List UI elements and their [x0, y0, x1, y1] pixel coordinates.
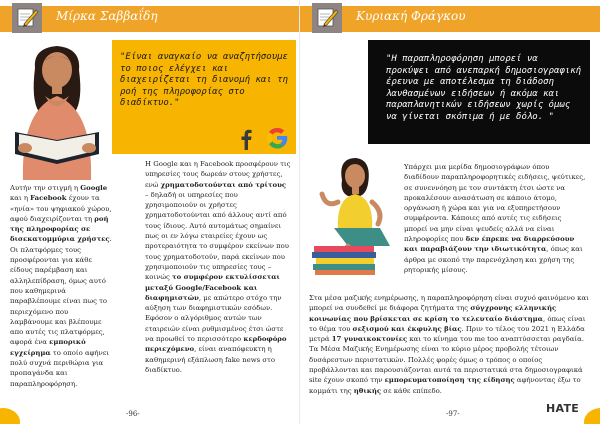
decorative-blob-left — [0, 408, 20, 424]
emphasis-text: ηθικής — [353, 386, 382, 395]
paragraph-text: Αυτήν την στιγμή η — [10, 184, 81, 192]
paragraph-text: σε κάθε επίπεδο. — [381, 386, 442, 395]
paragraph-text: και το κίνημα του me too αναπτύσσεται ραγδαία. Τα Μέσα Μαζικής Ενημέρωσης είναι το κύριο μέρος προβολής τέτοιων δυσάρεστων περιστατικών. Πολλές φορές όμως ο τρόπος ο οποίος προβάλλονται και παρουσιάζονται αυτά τα περιστατικά στα δημοσιογραφικά site έχουν σκοπό την — [309, 335, 584, 385]
woman-reading-illustration — [5, 40, 109, 180]
page-number-right: -97- — [446, 410, 460, 418]
author-name-right: Κυριακή Φράγκου — [356, 9, 466, 23]
paragraph-text: , όπως και άρθρα με σκοπό την παρενόχληση και χρήση της ρητορικής μίσους. — [404, 245, 583, 274]
quote-text-left: "Είναι αναγκαίο να αναζητήσουμε το ποιος ελέγχει και διαχειρίζεται τη διανομή και τη ροή της πληροφορίας στο διαδίκτυο." — [120, 52, 288, 109]
emphasis-text: σύγχρονης ελληνικής κοινωνίας που βρίσκεται σε κρίση το τελευταίο διάστημα — [309, 304, 557, 323]
paragraph-text: το οποίο αφήνει πολύ συχνά περιθώρια για προπαγάνδα και παραπληροφόρηση. — [10, 348, 110, 388]
decorative-blob-right — [584, 408, 600, 424]
author-name-left: Μίρκα Σαββαΐδη — [56, 9, 158, 23]
paragraph-text: , είναι αναπόφευκτη η καθημερινή εξάπλωση fake news στο διαδίκτυο. — [145, 345, 276, 374]
hate-logo: HATE — [546, 402, 580, 415]
google-icon — [264, 125, 290, 151]
emphasis-text: ροή της πληροφορίας σε δισεκατομμύρια χρήστες — [10, 214, 110, 244]
paragraph-text: . Πριν το τέλος του 2021 η Ελλάδα μετρά — [309, 324, 585, 344]
emphasis-text: δεν έπρεπε να διαρρεύσουν και παραβιάζουν την ιδιωτικότητα — [404, 235, 575, 254]
woman-on-books-illustration — [308, 150, 398, 275]
pencil-icon — [312, 3, 342, 33]
right-page — [300, 0, 600, 424]
body-column-left — [10, 183, 112, 389]
emphasis-text: το συμφέρον εκτυλίσσεται μεταξύ Google/Facebook και διαφημιστών — [145, 273, 280, 302]
body-column-right-bottom — [309, 293, 591, 396]
emphasis-text: χρηματοδοτούνται από τρίτους — [160, 180, 287, 189]
paragraph-text: . Οι πλατφόρμες τους προσφέρονται για κάθε είδους παρέμβαση και αλληλεπίδραση, όμως αυτό που καθημερινά παραβλέπουμε είναι πως το περιεχόμενο που λαμβάνουμε και βλέπουμε απο αυτές τις πλατφόρμες, αφορά ένα — [10, 235, 112, 347]
quote-box-right — [368, 40, 590, 144]
emphasis-text: σεξισμού και έκφυλης βίας — [352, 324, 462, 333]
paragraph-text: έχουν τα «ηνία» του ψηφιακού χώρου, αφού διαχειρίζονται τη — [10, 194, 112, 223]
paragraph-text: , όπως είναι το θέμα του — [309, 314, 586, 333]
paragraph-text: – δηλαδή οι υπηρεσίες που χρησιμοποιούν οι χρήστες χρηματοδοτούνται από άλλους αντί από τους ίδιους. Αυτό αυτομάτως σημαίνει πως οι εν λόγω εταιρείες έχουν ως προτεραιότητα το συμφέρον εκείνων που τους χρηματοδοτούν, παρά εκείνων που χρησιμοποιούν τις υπηρεσίες τους – κοινώς — [145, 190, 289, 282]
emphasis-text: κερδοφόρο περιεχόμενο — [145, 335, 287, 354]
emphasis-text: Facebook — [30, 194, 67, 203]
body-column-middle — [145, 159, 291, 375]
paragraph-text: Η Google και η Facebook προσφέρουν τις υπηρεσίες τους δωρεάν στους χρήστες, ενώ — [145, 160, 291, 189]
paragraph-text: , με απώτερο στόχο την αύξηση των διαφημιστικών εσόδων. Εφόσον ο αλγόριθμος αυτών των εταιρειών είναι ρυθμισμένος έτσι ώστε να προωθεί το περισσότερο — [145, 293, 284, 344]
quote-text-right: "Η παραπληροφόρηση μπορεί να προκύψει από ανεπαρκή δημοσιογραφική έρευνα με αποτέλεσμα τη διάδοση λανθασμένων ειδήσεων ή ακόμα και παραπλανητικών ειδήσεων χωρίς όμως να γίνεται σκόπιμα ή με δόλο. " — [386, 54, 582, 122]
emphasis-text: εμπορικό εγχείρημα — [10, 338, 86, 357]
paragraph-text: αφήνοντας έξω το κομμάτι της — [309, 376, 581, 395]
page-number-left: -96- — [126, 410, 140, 418]
emphasis-text: Google — [80, 184, 108, 192]
paragraph-text: και η — [10, 194, 31, 203]
paragraph-text: Υπάρχει μια μερίδα δημοσιογράφων όπου διαδίδουν παραπληροφορητικές ειδήσεις, ψεύτικες, σε συνεννόηση με τον συντάκτη έτσι ώστε να προκαλέσουν ανασάτωση σε κάποιο άτομο, οργάνωση ή χώρα και για να εξυπηρετήσουν συμφέροντα. Κάποιες από αυτές τις ειδήσεις μπορεί να μην είναι ψευδείς αλλά να είναι πληροφορίες που — [404, 163, 586, 244]
body-column-right-top — [404, 162, 586, 275]
pencil-icon — [12, 3, 42, 33]
emphasis-text: 17 γυναικοκτονίες — [331, 335, 408, 344]
paragraph-text: Στα μέσα μαζικής ενημέρωσης, η παραπληροφόρηση είναι συχνό φαινόμενο και μπορεί να συνδεθεί με διάφορα ζητήματα της — [309, 294, 589, 313]
emphasis-text: εμπορευματοποίηση της είδησης — [384, 376, 515, 385]
facebook-icon — [236, 126, 256, 150]
